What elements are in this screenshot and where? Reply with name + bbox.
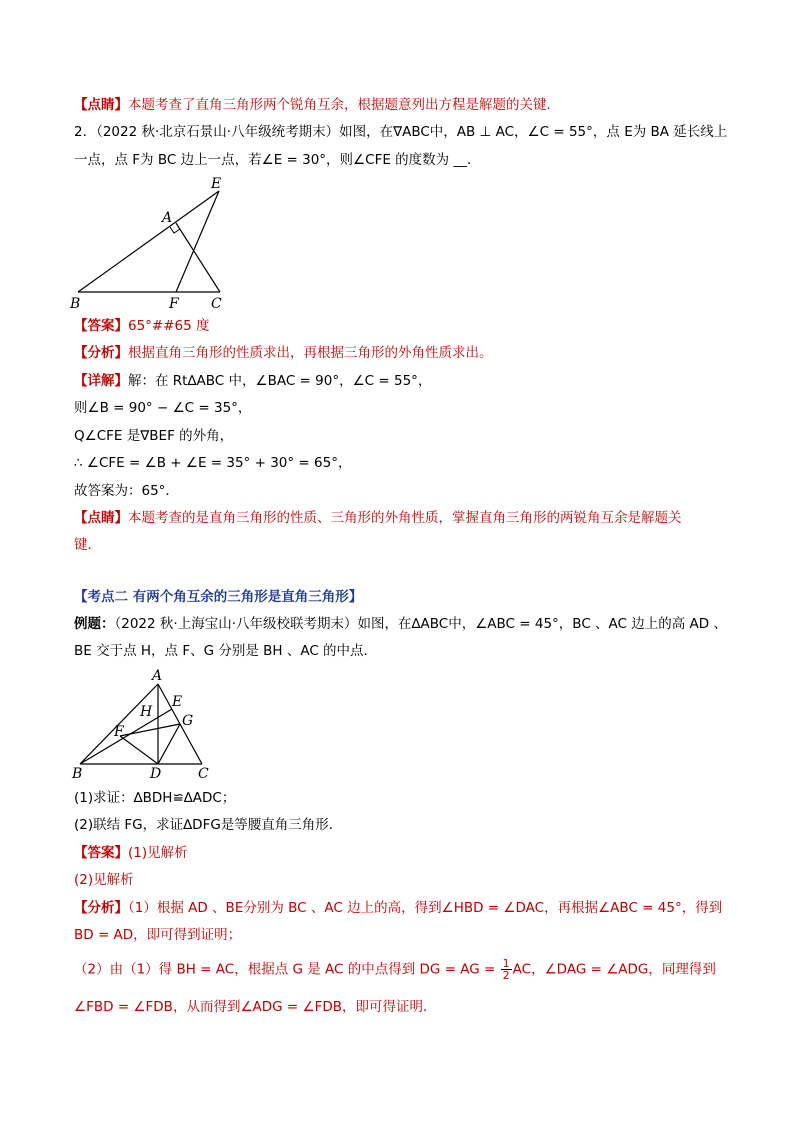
segment-fd bbox=[120, 736, 158, 764]
detail-paragraph-1 bbox=[74, 371, 431, 391]
example-label: 例题： bbox=[74, 616, 115, 632]
answer-paragraph-2 bbox=[74, 843, 188, 863]
comment-tag: 【点睛】 bbox=[74, 97, 128, 113]
sub-question-1: (1)求证：∆BDH≌∆ADC； bbox=[74, 790, 236, 806]
label-e: E bbox=[172, 694, 183, 710]
label-a: A bbox=[162, 210, 173, 226]
sub-question-2: (2)联结 FG，求证∆DFG是等腰直角三角形． bbox=[74, 817, 343, 833]
section-title: 【考点二 有两个角互余的三角形是直角三角形】 bbox=[74, 589, 363, 605]
segment-dg bbox=[158, 724, 180, 764]
comment2-text-2: 键． bbox=[74, 537, 101, 553]
analysis-line-3b: AC，∠DAG = ∠ADG，同理得到 bbox=[512, 961, 716, 978]
comment-paragraph-1 bbox=[74, 95, 560, 115]
segment-ac bbox=[176, 223, 220, 292]
solution-step-4: 故答案为：65°． bbox=[74, 483, 179, 499]
analysis-line-4: ∠FBD = ∠FDB，从而得到∠ADG = ∠FDB，即可得证明． bbox=[74, 999, 437, 1015]
label-b: B bbox=[70, 296, 81, 312]
fraction-numerator: 1 bbox=[502, 957, 510, 970]
label-e: E bbox=[211, 176, 222, 192]
example-text: （2022 秋·上海宝山·八年级校联考期末）如图，在∆ABC中，∠ABC = 45°，BC 、AC 边上的高 AD 、 bbox=[114, 616, 727, 632]
solution-step-2: Q∠CFE 是∇BEF 的外角， bbox=[74, 428, 234, 444]
answer-paragraph-1 bbox=[74, 316, 210, 336]
analysis-paragraph-2 bbox=[74, 898, 722, 918]
answer-tag: 【答案】 bbox=[74, 845, 128, 861]
analysis-line-1: （1）根据 AD 、BE分别为 BC 、AC 边上的高，得到∠HBD = ∠DAC，再根据∠ABC = 45°，得到 bbox=[128, 900, 723, 916]
detail-tag: 【详解】 bbox=[74, 373, 128, 389]
analysis-line-3a: （2）由（1）得 BH = AC，根据点 G 是 AC 的中点得到 DG = AG = bbox=[74, 961, 500, 978]
fraction-denominator: 2 bbox=[502, 969, 510, 982]
label-c: C bbox=[198, 766, 209, 782]
analysis-line-2: BD = AD，即可得到证明； bbox=[74, 927, 242, 943]
question-2-line-1: 2．（2022 秋·北京石景山·八年级统考期末）如图，在∇ABC中，AB ⊥ AC，∠C = 55°，点 E为 BA 延长线上 bbox=[74, 124, 728, 140]
label-c: C bbox=[211, 296, 222, 312]
example-line-1 bbox=[74, 614, 727, 634]
answer-text: 65°##65 度 bbox=[128, 318, 210, 334]
analysis-paragraph-1 bbox=[74, 343, 493, 363]
solution-step-1: 则∠B = 90° − ∠C = 35°， bbox=[74, 400, 252, 416]
solution-step-3: ∴ ∠CFE = ∠B + ∠E = 35° + 30° = 65°， bbox=[74, 455, 352, 471]
fraction-one-half bbox=[501, 958, 512, 981]
figure-triangle-abc-heights bbox=[66, 664, 226, 784]
analysis-tag: 【分析】 bbox=[74, 900, 128, 916]
label-h: H bbox=[140, 704, 153, 720]
answer-part-1: (1)见解析 bbox=[128, 845, 188, 861]
answer-tag: 【答案】 bbox=[74, 318, 128, 334]
analysis-tag: 【分析】 bbox=[74, 345, 128, 361]
label-f: F bbox=[169, 296, 179, 312]
label-b: B bbox=[72, 766, 83, 782]
comment2-text-1: 本题考查的是直角三角形的性质、三角形的外角性质，掌握直角三角形的两锐角互余是解题关 bbox=[128, 510, 682, 526]
question-2-line-2: 一点，点 F为 BC 边上一点，若∠E = 30°，则∠CFE 的度数为 __． bbox=[74, 152, 481, 168]
detail-text: 解：在 Rt∆ABC 中，∠BAC = 90°，∠C = 55°， bbox=[128, 373, 432, 389]
comment-tag: 【点睛】 bbox=[74, 510, 128, 526]
label-a: A bbox=[152, 668, 163, 684]
label-d: D bbox=[150, 766, 162, 782]
answer-part-2: (2)见解析 bbox=[74, 872, 134, 888]
example-line-2: BE 交于点 H，点 F、G 分别是 BH 、AC 的中点． bbox=[74, 643, 378, 659]
label-f: F bbox=[114, 724, 124, 740]
analysis-text: 根据直角三角形的性质求出，再根据三角形的外角性质求出。 bbox=[128, 345, 493, 361]
segment-fg bbox=[120, 724, 180, 736]
comment-paragraph-2 bbox=[74, 508, 682, 528]
comment-text: 本题考查了直角三角形两个锐角互余，根据题意列出方程是解题的关键． bbox=[128, 97, 560, 113]
figure-triangle-abc bbox=[66, 172, 246, 312]
analysis-line-3 bbox=[74, 958, 716, 981]
label-g: G bbox=[182, 713, 194, 729]
